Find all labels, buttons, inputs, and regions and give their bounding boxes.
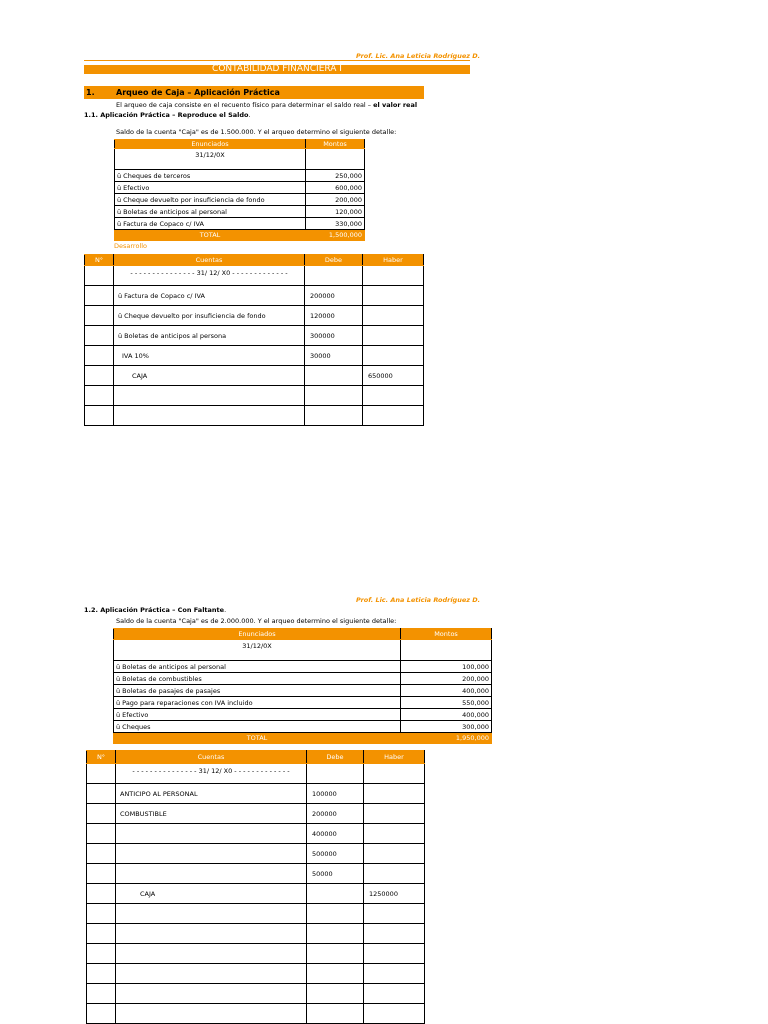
header-rule: [84, 60, 470, 61]
table-row: ü Boletas de anticipos al personal 100,000: [114, 661, 492, 673]
journal-row: IVA 10% 30000: [85, 346, 424, 366]
table-row: ü Boletas de combustibles 200,000: [114, 673, 492, 685]
journal-row: 500000: [87, 844, 425, 864]
col-montos: Montos: [306, 140, 365, 149]
col-n-2: N°: [87, 751, 116, 764]
col-haber: Haber: [363, 255, 424, 266]
col-haber-2: Haber: [364, 751, 425, 764]
journal-row: [87, 984, 425, 1004]
table-date-2: 31/12/0X: [114, 640, 401, 661]
section-1-bar: [84, 86, 424, 99]
journal-row: [87, 964, 425, 984]
course-title: CONTABILIDAD FINANCIERA I: [212, 65, 342, 74]
col-n: N°: [85, 255, 114, 266]
total-label-2: TOTAL: [114, 733, 401, 744]
subsection-tail: .: [248, 111, 251, 119]
section-title: Arqueo de Caja – Aplicación Práctica: [116, 88, 280, 97]
table-row: ü Boletas de anticipos al personal 120,000: [115, 206, 365, 218]
journal-row: CAJA 1250000: [87, 884, 425, 904]
saldo-text-2: Saldo de la cuenta "Caja" es de 2.000.000. Y el arqueo determino el siguiente detalle:: [116, 617, 397, 625]
subsection-1-1: [84, 111, 251, 119]
arqueo-table-1: [114, 139, 365, 241]
table-row: ü Cheque devuelto por insuficiencia de fondo 200,000: [115, 194, 365, 206]
journal-row: [87, 904, 425, 924]
journal-table-1: [84, 254, 424, 426]
journal-row: ü Factura de Copaco c/ IVA 200000: [85, 286, 424, 306]
table-row: ü Efectivo 600,000: [115, 182, 365, 194]
desarrollo-label: Desarrollo: [114, 242, 148, 250]
table-row: ü Cheques 300,000: [114, 721, 492, 733]
total-row: [114, 733, 492, 744]
journal-row: ü Boletas de anticipos al persona 300000: [85, 326, 424, 346]
col-montos-2: Montos: [401, 629, 492, 640]
arqueo-table-2: [113, 628, 492, 744]
journal-row: ANTICIPO AL PERSONAL 100000: [87, 784, 425, 804]
section-number: 1.: [86, 88, 95, 97]
total-row: [115, 230, 365, 241]
total-amount-2: 1,950,000: [401, 733, 492, 744]
total-amount: 1,500,000: [306, 230, 365, 241]
prof-name: Prof. Lic. Ana Leticia Rodríguez D.: [356, 52, 481, 60]
journal-table-2: [86, 750, 425, 1024]
col-enunciados-2: Enunciados: [114, 629, 401, 640]
subsection-label: 1.1. Aplicación Práctica – Reproduce el Saldo: [84, 111, 249, 119]
journal-date-2: - - - - - - - - - - - - - - - 31/ 12/ X0 - - - - - - - - - - - - -: [116, 764, 307, 784]
journal-row: [85, 386, 424, 406]
intro-bold: el valor real: [373, 101, 418, 109]
journal-row: [87, 924, 425, 944]
table-date: 31/12/0X: [115, 149, 306, 170]
table-row: ü Efectivo 400,000: [114, 709, 492, 721]
col-debe: Debe: [305, 255, 363, 266]
table-row: ü Pago para reparaciones con IVA incluido 550,000: [114, 697, 492, 709]
journal-date: - - - - - - - - - - - - - - - 31/ 12/ X0 - - - - - - - - - - - - -: [114, 266, 305, 286]
table-row: ü Boletas de pasajes de pasajes 400,000: [114, 685, 492, 697]
table-row: ü Cheques de terceros 250,000: [115, 170, 365, 182]
col-cuentas: Cuentas: [114, 255, 305, 266]
subsection-tail-2: .: [224, 606, 227, 614]
journal-row: [85, 406, 424, 426]
table-row: ü Factura de Copaco c/ IVA 330,000: [115, 218, 365, 230]
intro-text: El arqueo de caja consiste en el recuento físico para determinar el saldo real –: [116, 101, 372, 109]
journal-row: 400000: [87, 824, 425, 844]
subsection-label-2: 1.2. Aplicación Práctica – Con Faltante: [84, 606, 225, 614]
journal-row: [87, 1004, 425, 1024]
col-cuentas-2: Cuentas: [116, 751, 307, 764]
col-debe-2: Debe: [307, 751, 364, 764]
journal-row: COMBUSTIBLE 200000: [87, 804, 425, 824]
prof-name-2: Prof. Lic. Ana Leticia Rodríguez D.: [356, 596, 481, 604]
journal-row: [87, 944, 425, 964]
course-banner: [84, 65, 470, 74]
journal-row: ü Cheque devuelto por insuficiencia de fondo 120000: [85, 306, 424, 326]
intro-paragraph: [116, 101, 417, 109]
journal-row: 50000: [87, 864, 425, 884]
saldo-text: Saldo de la cuenta "Caja" es de 1.500.000. Y el arqueo determino el siguiente detalle:: [116, 128, 397, 136]
journal-row: CAJA 650000: [85, 366, 424, 386]
col-enunciados: Enunciados: [115, 140, 306, 149]
subsection-1-2: [84, 606, 226, 614]
total-label: TOTAL: [115, 230, 306, 241]
